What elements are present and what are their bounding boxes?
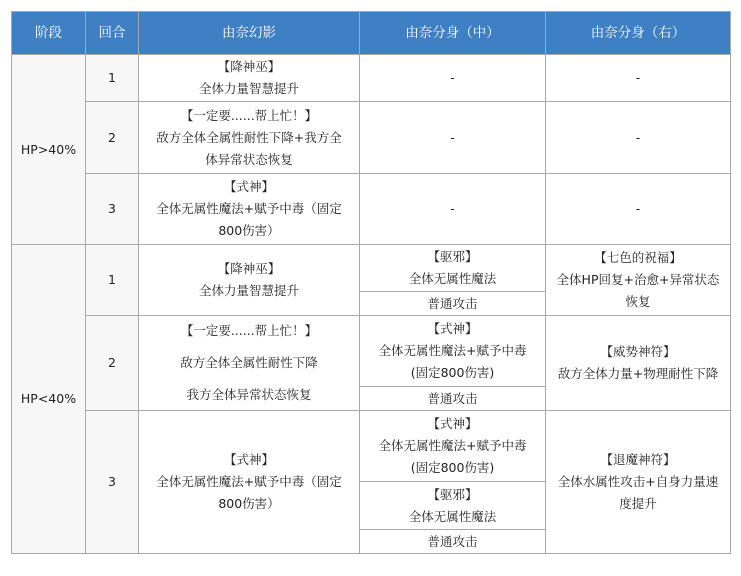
skill-name: 【式神】 bbox=[427, 416, 478, 431]
skill-name: 【式神】 bbox=[223, 452, 274, 467]
header-round: 回合 bbox=[86, 12, 139, 55]
clone-mid-cell bbox=[360, 482, 546, 530]
yuna-skill-cell bbox=[139, 102, 360, 174]
skill-desc: 全体力量智慧提升 bbox=[198, 81, 299, 96]
clone-mid-cell bbox=[360, 316, 546, 387]
skill-desc: 敌方全体全属性耐性下降 bbox=[180, 355, 318, 370]
skill-desc: 全体无属性魔法+赋予中毒（固定 bbox=[156, 201, 342, 216]
skill-name: 【退魔神符】 bbox=[600, 452, 676, 467]
skill-name: 【驱邪】 bbox=[427, 249, 478, 264]
skill-desc: (固定800伤害) bbox=[410, 460, 495, 475]
skill-name: 【一定要......帮上忙！】 bbox=[180, 323, 318, 338]
clone-mid-cell bbox=[360, 411, 546, 482]
round-cell: 1 bbox=[86, 55, 139, 102]
table-row bbox=[12, 411, 731, 482]
skill-desc: 敌方全体力量+物理耐性下降 bbox=[557, 366, 719, 381]
clone-mid-cell: - bbox=[360, 55, 546, 102]
skill-name: 【七色的祝福】 bbox=[594, 250, 682, 265]
skill-desc: 全体无属性魔法+赋予中毒（固定 bbox=[156, 474, 342, 489]
skill-desc: 全体无属性魔法 bbox=[408, 271, 497, 286]
skill-desc: 800伤害） bbox=[218, 496, 280, 511]
round-cell: 2 bbox=[86, 316, 139, 411]
skill-name: 【一定要......帮上忙！】 bbox=[180, 107, 318, 123]
skill-desc: 全体无属性魔法 bbox=[408, 508, 497, 524]
yuna-skill-cell bbox=[139, 411, 360, 554]
skill-desc: 全体无属性魔法+赋予中毒 bbox=[378, 343, 527, 358]
round-cell: 3 bbox=[86, 411, 139, 554]
skill-name: 【式神】 bbox=[427, 321, 478, 336]
clone-right-cell: - bbox=[546, 174, 731, 245]
skill-name: 【威势神符】 bbox=[600, 344, 676, 359]
clone-right-cell: - bbox=[546, 102, 731, 174]
skill-desc: 全体无属性魔法+赋予中毒 bbox=[378, 438, 527, 453]
table-header-row bbox=[12, 12, 731, 55]
skill-desc: 度提升 bbox=[619, 496, 657, 511]
clone-mid-cell: 普通攻击 bbox=[360, 292, 546, 316]
skill-desc: 800伤害） bbox=[218, 223, 280, 238]
header-yuna-clone-middle: 由奈分身（中） bbox=[360, 12, 546, 55]
table-row bbox=[12, 55, 731, 102]
skill-name: 【降神巫】 bbox=[217, 59, 281, 74]
clone-mid-cell: - bbox=[360, 174, 546, 245]
yuna-skill-cell bbox=[139, 245, 360, 316]
skill-desc: (固定800伤害) bbox=[410, 365, 495, 380]
table-row bbox=[12, 245, 731, 292]
phase-cell-hp-below-40: HP<40% bbox=[12, 245, 86, 554]
clone-mid-cell: 普通攻击 bbox=[360, 530, 546, 554]
yuna-skill-cell bbox=[139, 174, 360, 245]
header-yuna-phantom: 由奈幻影 bbox=[139, 12, 360, 55]
boss-skill-table bbox=[11, 11, 731, 554]
table-row bbox=[12, 102, 731, 174]
skill-desc: 敌方全体全属性耐性下降+我方全 bbox=[156, 129, 342, 145]
skill-desc: 我方全体异常状态恢复 bbox=[186, 387, 312, 402]
clone-mid-cell: - bbox=[360, 102, 546, 174]
clone-right-cell bbox=[546, 411, 731, 554]
skill-desc: 全体力量智慧提升 bbox=[198, 283, 299, 298]
skill-name: 【驱邪】 bbox=[427, 486, 478, 502]
round-cell: 1 bbox=[86, 245, 139, 316]
yuna-skill-cell bbox=[139, 316, 360, 411]
phase-cell-hp-above-40: HP>40% bbox=[12, 55, 86, 245]
round-cell: 2 bbox=[86, 102, 139, 174]
clone-right-cell bbox=[546, 245, 731, 316]
skill-desc: 全体水属性攻击+自身力量速 bbox=[557, 474, 719, 489]
skill-name: 【降神巫】 bbox=[217, 261, 281, 276]
clone-right-cell bbox=[546, 316, 731, 411]
round-cell: 3 bbox=[86, 174, 139, 245]
clone-right-cell: - bbox=[546, 55, 731, 102]
table-row bbox=[12, 174, 731, 245]
clone-mid-cell: 普通攻击 bbox=[360, 387, 546, 411]
skill-table-container bbox=[11, 11, 731, 554]
skill-desc: 恢复 bbox=[625, 294, 651, 309]
header-yuna-clone-right: 由奈分身（右） bbox=[546, 12, 731, 55]
skill-desc: 体异常状态恢复 bbox=[205, 151, 293, 167]
yuna-skill-cell bbox=[139, 55, 360, 102]
skill-desc: 全体HP回复+治愈+异常状态 bbox=[556, 272, 720, 287]
header-phase: 阶段 bbox=[12, 12, 86, 55]
table-row bbox=[12, 316, 731, 387]
clone-mid-cell bbox=[360, 245, 546, 292]
skill-name: 【式神】 bbox=[223, 179, 274, 194]
